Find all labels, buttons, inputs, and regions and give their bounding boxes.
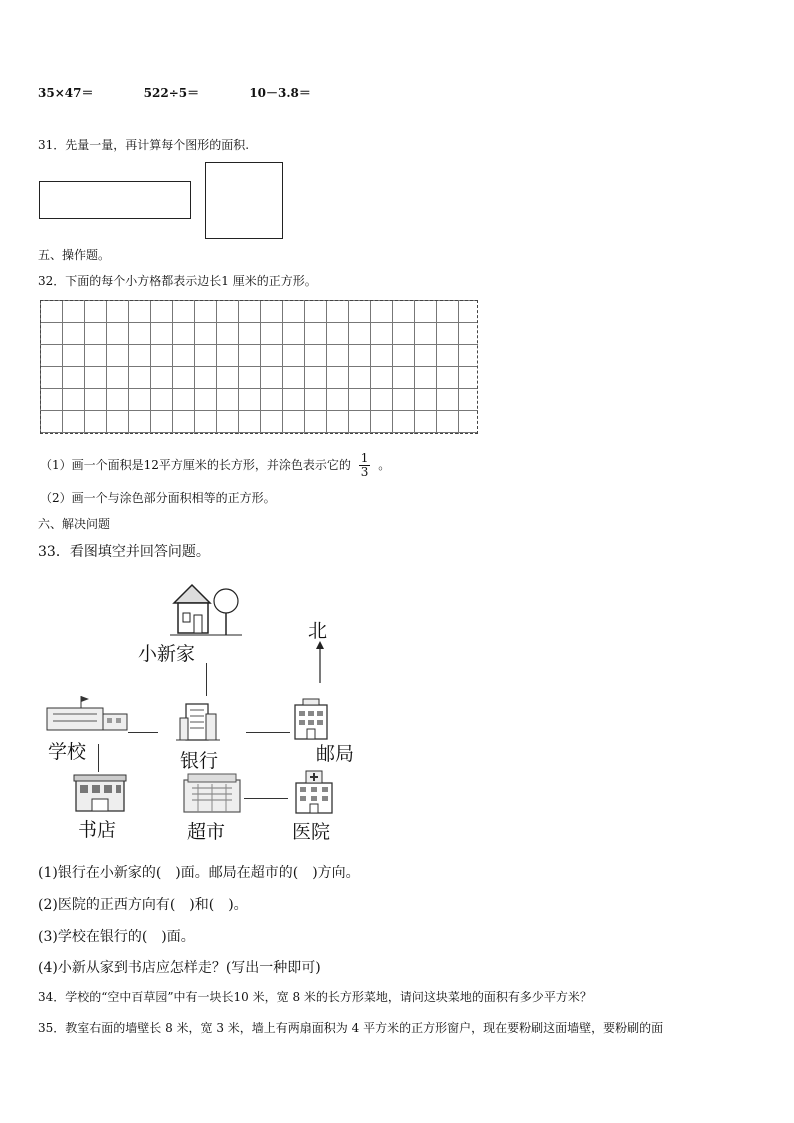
hospital-icon [292,769,336,815]
north-arrow-icon [313,641,327,683]
calc-1: 35×47＝ [38,86,94,100]
q33-part1: (1)银行在小新家的( )面。邮局在超市的( )方向。 [38,865,360,881]
hospital-label: 医院 [292,821,331,843]
q32-part1-text: （1）画一个面积是12平方厘米的长方形，并涂色表示它的 [40,458,351,472]
house-icon [170,577,242,637]
supermarket-icon [182,772,242,814]
post-office-icon [291,697,331,741]
q33-text: 33．看图填空并回答问题。 [38,544,210,560]
q33-part3: (3)学校在银行的( )面。 [38,929,195,945]
fraction-one-third [359,452,371,479]
bookstore-icon [72,773,128,813]
q33-part4: (4)小新从家到书店应怎样走？(写出一种即可) [38,960,321,976]
bank-icon [176,700,220,744]
q33-part2: (2)医院的正西方向有( )和( )。 [38,897,248,913]
calc-2: 522÷5＝ [143,86,200,100]
calc-3: 10－3.8＝ [249,86,311,100]
q35-text: 35．教室右面的墙壁长 8 米，宽 3 米，墙上有两扇面积为 4 平方米的正方形窗户，现在要粉刷这面墙壁，要粉刷的面 [38,1021,664,1035]
north-label: 北 [308,620,328,642]
calc-row [38,84,357,101]
line-school-bank [128,732,158,733]
section5-heading: 五、操作题。 [38,248,111,262]
q34-text: 34．学校的“空中百草园”中有一块长10 米，宽 8 米的长方形菜地，请问这块菜地的面积有多少平方米？ [38,990,592,1004]
line-school-bookstore [98,744,99,772]
square-shape [205,162,283,239]
section6-heading: 六、解决问题 [38,517,111,531]
line-market-hospital [244,798,288,799]
home-label: 小新家 [138,643,196,665]
line-home-bank [206,663,207,696]
line-bank-post [246,732,290,733]
rectangle-shape [39,181,191,219]
q32-text: 32．下面的每个小方格都表示边长1 厘米的正方形。 [38,274,317,288]
square-grid [40,300,478,434]
supermarket-label: 超市 [187,821,226,843]
bookstore-label: 书店 [78,819,117,841]
q32-part2: （2）画一个与涂色部分面积相等的正方形。 [40,491,276,505]
q32-part1 [40,452,390,479]
fraction-denominator: 3 [360,465,369,479]
q31-text: 31．先量一量，再计算每个图形的面积. [38,138,250,152]
q32-part1-end: 。 [378,458,391,472]
school-icon [45,694,129,734]
school-label: 学校 [48,741,87,763]
bank-label: 银行 [180,750,219,772]
fraction-numerator: 1 [360,451,369,465]
post-office-label: 邮局 [316,743,355,765]
